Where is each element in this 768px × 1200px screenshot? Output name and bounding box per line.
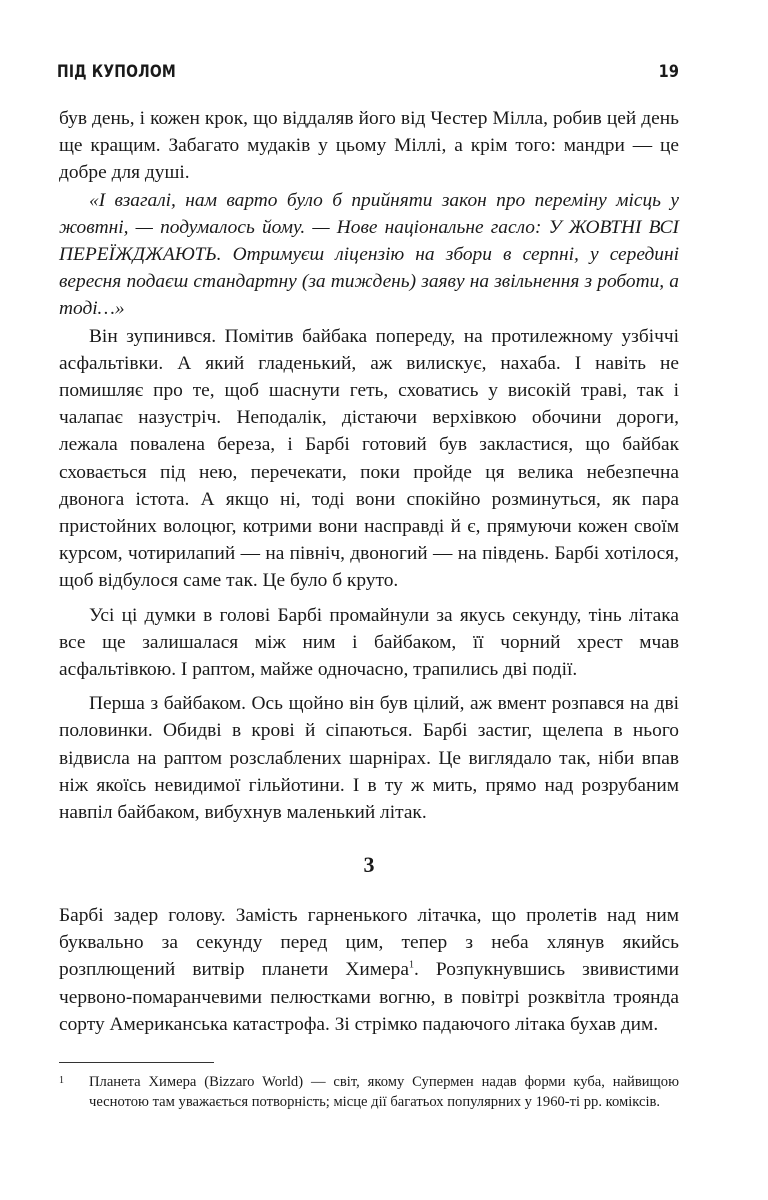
footnote-divider <box>59 1062 214 1063</box>
section-number: 3 <box>363 852 375 877</box>
main-text <box>59 105 679 826</box>
section-text-after-note: . Розпукнувшись звивистими червоно-помаранчевими пелюстками вогню, в повітрі розквітла троянда сорту Американська катастрофа. Зі стрімко падаючого літака бухав дим. <box>59 959 679 1035</box>
paragraph: Він зупинився. Помітив байбака попереду, на протилежному узбіччі асфальтівки. А який гладенький, аж вилискує, нахаба. І навіть не помишляє про те, щоб шаснути геть, сховатись у високій траві, так і чалапає назустріч. Неподалік, дістаючи верхівкою обочини дороги, лежала повалена береза, і Барбі готовий був закластися, що байбак сховається під нею, перечекати, поки пройде ця велика небезпечна двонога істота. А якщо ні, тоді вони спокійно розминуться, як пара пристойних волоцюг, котрими вони насправді й є, прямуючи кожен своїм курсом, чотирилапий — на північ, двоногий — на південь. Барбі хотілося, щоб відбулося саме так. Це було б круто. <box>59 325 679 592</box>
section-text <box>59 902 679 1038</box>
paragraph-continuation: був день, і кожен крок, що віддаляв його від Честер Мілла, робив цей день ще кращим. Забагато мудаків у цьому Міллі, а крім того: мандри — це добре для душі. <box>59 108 679 184</box>
paragraph-quote: «І взагалі, нам варто було б прийняти закон про переміну місць у жовтні, — подумалось йому. — Нове національне гасло: У ЖОВТНІ ВСІ ПЕРЕЇЖДЖАЮТЬ. Отримуєш ліцензію на збори в серпні, у середині вересня подаєш стандартну (за тиждень) заяву на звільнення з роботи, а тоді…» <box>59 189 679 320</box>
paragraph: Перша з байбаком. Ось щойно він був цілий, аж вмент розпався на дві половинки. Обидві в крові й сіпаються. Барбі застиг, щелепа в нього відвисла на раптом розслаблених шарнірах. Це виглядало так, ніби впав ніж якоїсь невидимої гільйотини. І в ту ж мить, прямо над розрубаним навпіл байбаком, вибухнув маленький літак. <box>59 693 679 824</box>
footnote-text: Планета Химера (Bizzaro World) — світ, якому Супермен надав форми куба, найвищою чеснотою там уважається потворність; місце дії багатьох популярних у 1960-ті рр. коміксів. <box>89 1074 679 1110</box>
running-head <box>57 62 679 86</box>
paragraph: Усі ці думки в голові Барбі промайнули за якусь секунду, тінь літака все ще залишалася між ним і байбаком, її чорний хрест мчав асфальтівкою. І раптом, майже одночасно, трапились дві події. <box>59 604 679 681</box>
running-title: ПІД КУПОЛОМ <box>57 62 176 82</box>
footnote <box>59 1073 679 1112</box>
section-paragraph <box>59 902 679 1038</box>
footnote-reference: 1 <box>408 959 414 971</box>
section-text-before-note: Барбі задер голову. Замість гарненького літачка, що пролетів над ним буквально за секунду перед цим, тепер з неба хлянув якийсь розплющений витвір планети Химера <box>59 905 679 981</box>
page-number: 19 <box>658 62 679 82</box>
footnote-number: 1 <box>59 1075 64 1086</box>
